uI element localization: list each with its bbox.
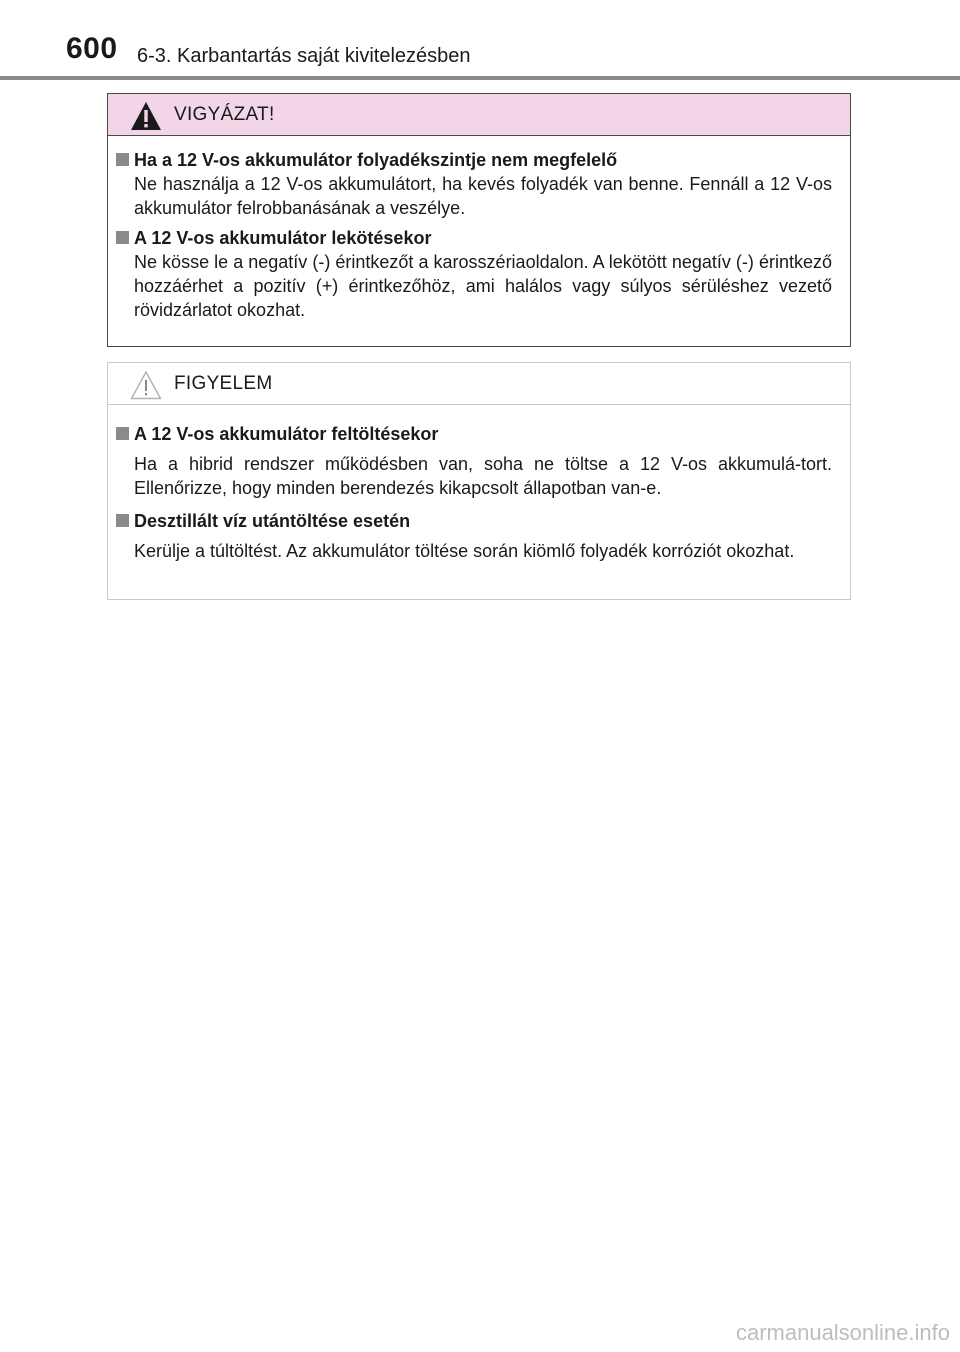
caution-item-heading bbox=[114, 226, 832, 250]
notice-body bbox=[108, 405, 850, 563]
warning-triangle-outline-icon bbox=[130, 370, 162, 400]
caution-box bbox=[107, 93, 851, 347]
notice-item-text: Ha a hibrid rendszer működésben van, soha ne töltse a 12 V-os akkumulá-tort. Ellenőrizze, hogy minden berendezés kikapcsolt állapotban van-e. bbox=[134, 454, 832, 498]
caution-body bbox=[108, 136, 850, 322]
section-title: 6-3. Karbantartás saját kivitelezésben bbox=[137, 45, 471, 67]
warning-triangle-icon bbox=[130, 101, 162, 131]
notice-box-header bbox=[108, 363, 850, 405]
caution-item-heading-text: A 12 V-os akkumulátor lekötésekor bbox=[134, 228, 432, 248]
notice-box bbox=[107, 362, 851, 600]
square-bullet-icon bbox=[116, 427, 129, 440]
notice-item bbox=[114, 509, 832, 563]
header-rule bbox=[0, 76, 960, 80]
notice-title: FIGYELEM bbox=[174, 373, 273, 394]
square-bullet-icon bbox=[116, 514, 129, 527]
caution-item-text: Ne használja a 12 V-os akkumulátort, ha kevés folyadék van benne. Fennáll a 12 V-os akkumulátor felrobbanásának a veszélye. bbox=[134, 174, 832, 218]
square-bullet-icon bbox=[116, 153, 129, 166]
caution-item-heading-text: Ha a 12 V-os akkumulátor folyadékszintje nem megfelelő bbox=[134, 150, 618, 170]
caution-item-text: Ne kösse le a negatív (-) érintkezőt a karosszériaoldalon. A lekötött negatív (-) érintkező hozzáérhet a pozitív (+) érintkezőhöz, ami halálos vagy súlyos sérüléshez vezető rövidzárlatot okozhat. bbox=[134, 252, 832, 320]
caution-item-heading bbox=[114, 148, 832, 172]
caution-item bbox=[114, 148, 832, 220]
notice-item-heading bbox=[114, 509, 832, 533]
caution-title: VIGYÁZAT! bbox=[174, 104, 275, 125]
page-number: 600 bbox=[66, 32, 118, 65]
page-header bbox=[0, 0, 960, 80]
notice-item-text: Kerülje a túltöltést. Az akkumulátor töltése során kiömlő folyadék korróziót okozhat. bbox=[134, 541, 795, 561]
notice-item-heading-text: Desztillált víz utántöltése esetén bbox=[134, 511, 411, 531]
square-bullet-icon bbox=[116, 231, 129, 244]
caution-box-header bbox=[108, 94, 850, 136]
caution-item bbox=[114, 226, 832, 322]
watermark: carmanualsonline.info bbox=[735, 1320, 950, 1345]
notice-item bbox=[114, 422, 832, 500]
notice-item-heading-text: A 12 V-os akkumulátor feltöltésekor bbox=[134, 424, 439, 444]
notice-item-heading bbox=[114, 422, 832, 446]
